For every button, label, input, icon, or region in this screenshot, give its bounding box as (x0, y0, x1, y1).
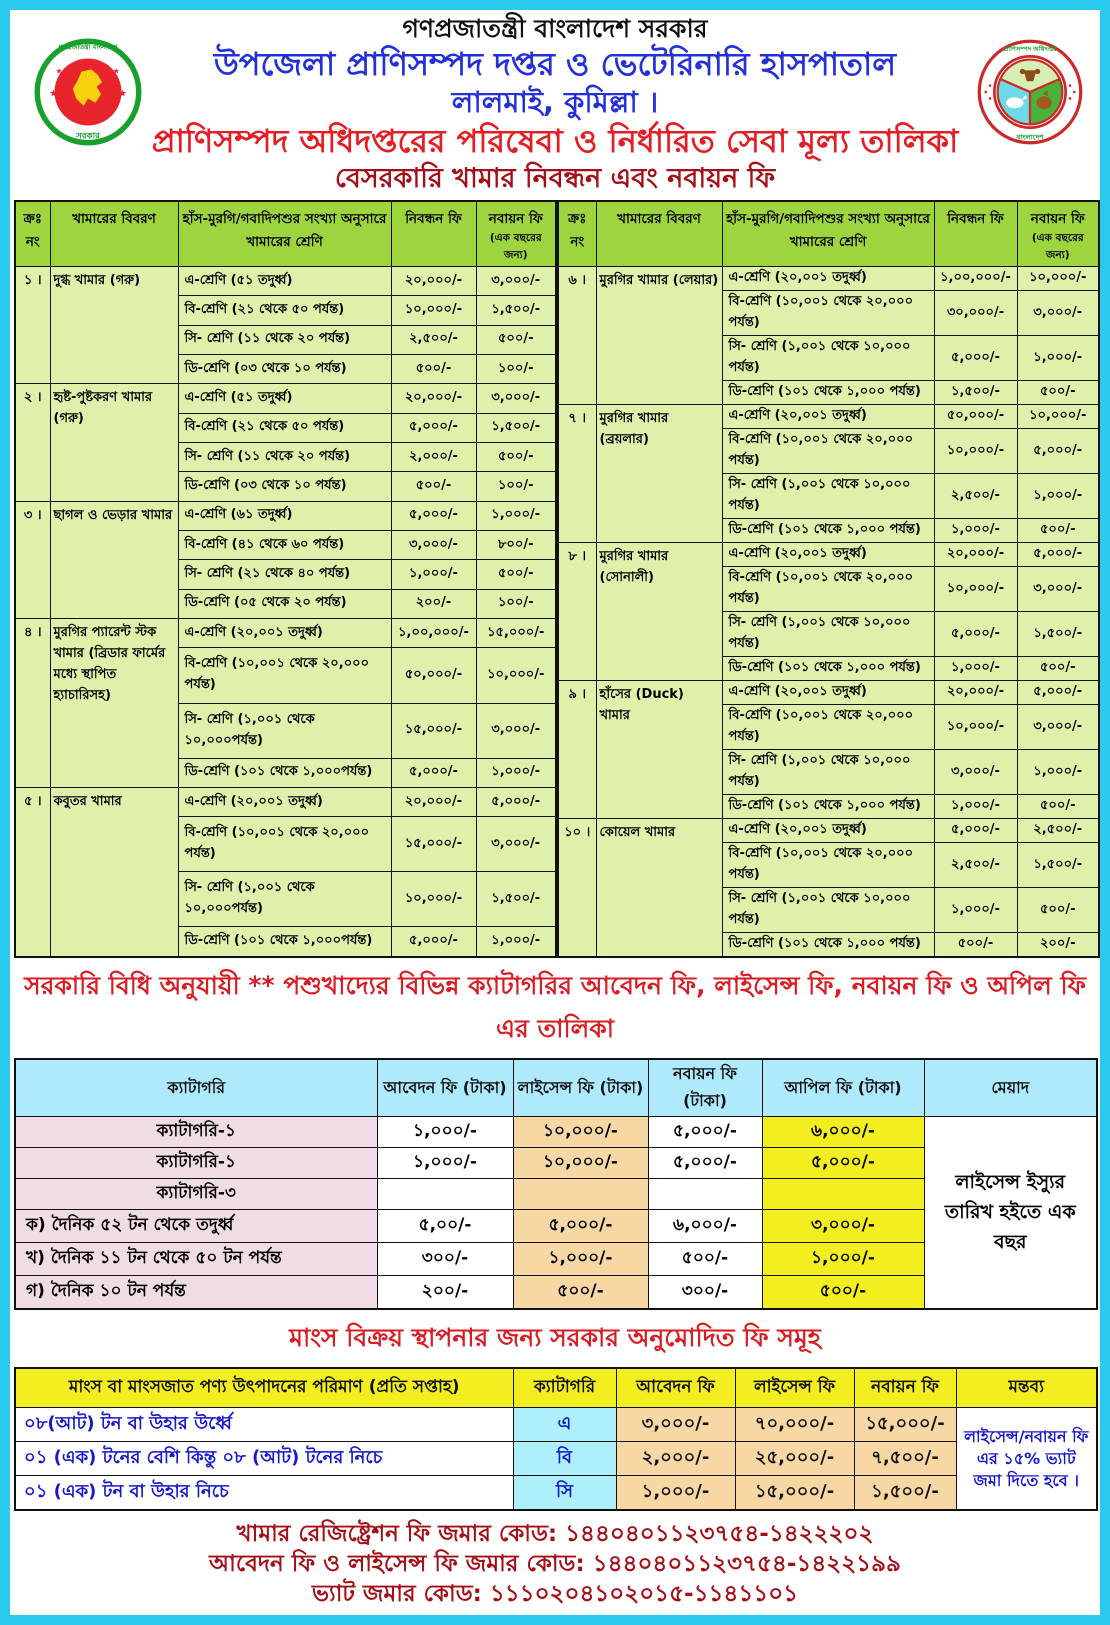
renewal-fee-value: ১,৫০০/- (476, 296, 556, 325)
col-serial: ক্রঃ নং (558, 201, 596, 267)
registration-fee-value: ২০০/- (391, 589, 476, 618)
farm-class-label: বি-শ্রেণি (২১ থেকে ৫০ পর্যন্ত) (178, 413, 391, 442)
feed-fee-section-title: সরকারি বিধি অনুযায়ী ** পশুখাদ্যের বিভিন্ন ক্যাটাগরির আবেদন ফি, লাইসেন্স ফি, নবায়ন ফি ও অপিল ফি এর তালিকা (24, 971, 1086, 1043)
registration-fee-value: ১০,০০০/- (391, 872, 476, 927)
farm-class-label: এ-শ্রেণি (২০,০০১ তদুর্ধ্ব) (722, 405, 934, 429)
col-category: ক্যাটাগরি (513, 1368, 616, 1408)
registration-fee-value: ২০,০০০/- (391, 384, 476, 413)
registration-fee-value: ১০,০০০/- (934, 567, 1017, 612)
application-fee-value: ৩,০০০/- (616, 1408, 735, 1442)
renewal-fee-value: ৩,০০০/- (1017, 567, 1099, 612)
renewal-fee-label: নবায়ন ফি (488, 211, 543, 227)
registration-fee-value: ১০,০০০/- (391, 296, 476, 325)
farm-registration-subtitle: বেসরকারি খামার নিবন্ধন এবং নবায়ন ফি (334, 163, 776, 194)
registration-fee-value: ২,৫০০/- (934, 843, 1017, 888)
renewal-fee-value: ৫,০০০/- (648, 1148, 762, 1179)
farm-name: হাঁসের (Duck) খামার (596, 681, 722, 819)
feed-category-label: ক) দৈনিক ৫২ টন থেকে তদুর্ধ্ব (15, 1210, 377, 1243)
registration-fee-value: ১,০০০/- (934, 519, 1017, 543)
application-fee-value: ১,০০০/- (377, 1117, 513, 1148)
farm-class-label: বি-শ্রেণি (১০,০০১ থেকে ২০,০০০ পর্যন্ত) (722, 567, 934, 612)
meat-category-value: এ (513, 1408, 616, 1442)
feed-category-label: গ) দৈনিক ১০ টন পর্যন্ত (15, 1276, 377, 1309)
farm-class-label: সি- শ্রেণি (১,০০১ থেকে ১০,০০০পর্যন্ত) (178, 872, 391, 927)
feed-category-label: ক্যাটাগরি-১ (15, 1148, 377, 1179)
appeal-fee-value: ১,০০০/- (762, 1243, 924, 1276)
farm-class-label: বি-শ্রেণি (৪১ থেকে ৬০ পর্যন্ত) (178, 531, 391, 560)
license-fee-value: ১৫,০০০/- (735, 1476, 854, 1511)
renewal-fee-value: ৩,০০০/- (1017, 705, 1099, 750)
farm-row (558, 681, 1099, 705)
appeal-fee-value (762, 1179, 924, 1210)
renewal-fee-value: ১০০/- (476, 355, 556, 384)
registration-fee-value: ২,৫০০/- (934, 474, 1017, 519)
farm-class-label: সি- শ্রেণি (১,০০১ থেকে ১০,০০০ পর্যন্ত) (722, 474, 934, 519)
registration-fee-value: ৫,০০০/- (934, 336, 1017, 381)
farm-class-label: ডি-শ্রেণি (১০১ থেকে ১,০০০ পর্যন্ত) (722, 519, 934, 543)
farm-class-label: এ-শ্রেণি (৬১ তদুর্ধ্ব) (178, 501, 391, 530)
farm-class-label: এ-শ্রেণি (২০,০০১ তদুর্ধ্ব) (178, 787, 391, 816)
appeal-fee-value: ৫,০০০/- (762, 1148, 924, 1179)
col-validity: মেয়াদ (924, 1059, 1097, 1117)
farm-name: হৃষ্ট-পুষ্টকরণ খামার (গরু) (50, 384, 178, 501)
svg-text:গণপ্রজাতন্ত্রী বাংলাদেশ: গণপ্রজাতন্ত্রী বাংলাদেশ (58, 42, 118, 51)
feed-category-label: ক্যাটাগরি-১ (15, 1117, 377, 1148)
farm-class-label: এ-শ্রেণি (২০,০০১ তদুর্ধ্ব) (722, 819, 934, 843)
feed-category-label: খ) দৈনিক ১১ টন থেকে ৫০ টন পর্যন্ত (15, 1243, 377, 1276)
license-fee-value: ১০,০০০/- (513, 1117, 648, 1148)
registration-fee-value: ১,০০০/- (934, 657, 1017, 681)
farm-serial-number: ৩ । (15, 501, 50, 618)
farm-row (558, 543, 1099, 567)
farm-class-label: সি- শ্রেণি (১,০০১ থেকে ১০,০০০পর্যন্ত) (178, 703, 391, 758)
license-fee-value: ৫০০/- (513, 1276, 648, 1309)
registration-fee-value: ২০,০০০/- (391, 267, 476, 296)
farm-name: কোয়েল খামার (596, 819, 722, 958)
registration-fee-value: ৫০০/- (934, 933, 1017, 958)
registration-fee-value: ২০,০০০/- (934, 681, 1017, 705)
registration-fee-value: ১০,০০০/- (934, 429, 1017, 474)
farm-row (558, 405, 1099, 429)
renewal-fee-value: ৫০০/- (648, 1243, 762, 1276)
production-quantity-label: ০৮(আট) টন বা উহার উর্ধ্বে (15, 1408, 513, 1442)
renewal-fee-value: ৫০০/- (1017, 795, 1099, 819)
farm-class-label: ডি-শ্রেণি (০৩ থেকে ১০ পর্যন্ত) (178, 472, 391, 501)
application-license-code-line: আবেদন ফি ও লাইসেন্স ফি জমার কোড: ১৪৪০৪০১১২৩৭৫৪-১৪২২১৯৯ (209, 1551, 901, 1577)
renewal-fee-value: ২০০/- (1017, 933, 1099, 958)
renewal-fee-value: ৩,০০০/- (476, 384, 556, 413)
farm-class-label: সি- শ্রেণি (১,০০১ থেকে ১০,০০০ পর্যন্ত) (722, 612, 934, 657)
government-title: গণপ্রজাতন্ত্রী বাংলাদেশ সরকার (402, 14, 708, 43)
farm-class-label: বি-শ্রেণি (১০,০০১ থেকে ২০,০০০ পর্যন্ত) (722, 843, 934, 888)
farm-registration-code-line: খামার রেজিষ্ট্রেশন ফি জমার কোড: ১৪৪০৪০১১২৩৭৫৪-১৪২২২০২ (236, 1521, 874, 1547)
renewal-fee-value: ১৫,০০০/- (854, 1408, 956, 1442)
renewal-fee-value: ১০,০০০/- (1017, 267, 1099, 291)
farm-row (558, 819, 1099, 843)
farm-serial-number: ৭ । (558, 405, 596, 543)
farm-serial-number: ১০ । (558, 819, 596, 958)
renewal-fee-value: ১০,০০০/- (476, 648, 556, 703)
renewal-fee-value: ১৫,০০০/- (476, 619, 556, 648)
feed-fee-table (14, 1058, 1098, 1310)
farm-row (15, 501, 556, 530)
renewal-fee-value: ৭,৫০০/- (854, 1442, 956, 1476)
renewal-fee-value: ১০০/- (476, 589, 556, 618)
renewal-fee-value: ৩,০০০/- (476, 817, 556, 872)
svg-text:প্রাণিসম্পদ অধিদপ্তর: প্রাণিসম্পদ অধিদপ্তর (1003, 44, 1057, 53)
renewal-fee-value: ১,০০০/- (476, 758, 556, 787)
registration-fee-value: ২,০০০/- (391, 443, 476, 472)
renewal-fee-value: ৩,০০০/- (476, 267, 556, 296)
col-farm-description: খামারের বিবরণ (50, 201, 178, 267)
farm-name: মুরগির খামার (লেয়ার) (596, 267, 722, 405)
meat-table-header-row (15, 1368, 1097, 1408)
col-production-quantity: মাংস বা মাংসজাত পণ্য উৎপাদনের পরিমাণ (প্রতি সপ্তাহ) (15, 1368, 513, 1408)
renewal-fee-value: ১,৫০০/- (1017, 843, 1099, 888)
registration-fee-value: ৫,০০০/- (934, 819, 1017, 843)
registration-fee-value: ১,০০০/- (391, 560, 476, 589)
renewal-fee-value: ৫,০০০/- (476, 787, 556, 816)
production-quantity-label: ০১ (এক) টন বা উহার নিচে (15, 1476, 513, 1511)
renewal-fee-value: ৫০০/- (476, 325, 556, 354)
farm-class-label: সি- শ্রেণি (১,০০১ থেকে ১০,০০০ পর্যন্ত) (722, 888, 934, 933)
svg-text:★: ★ (112, 66, 120, 76)
farm-serial-number: ৪ । (15, 619, 50, 788)
col-farm-class: হাঁস-মুরগি/গবাদিপশুর সংখ্যা অনুসারে খামারের শ্রেণি (178, 201, 391, 267)
svg-text:★: ★ (49, 88, 58, 100)
farm-name: ছাগল ও ভেড়ার খামার (50, 501, 178, 618)
meat-fee-section-title: মাংস বিক্রয় স্থাপনার জন্য সরকার অনুমোদিত ফি সমূহ (289, 1322, 821, 1352)
license-fee-value: ১,০০০/- (513, 1243, 648, 1276)
farm-row (558, 267, 1099, 291)
farm-serial-number: ৫ । (15, 787, 50, 957)
registration-fee-value: ৫০০/- (391, 472, 476, 501)
farm-serial-number: ৯ । (558, 681, 596, 819)
meat-category-value: বি (513, 1442, 616, 1476)
renewal-fee-value: ১,০০০/- (476, 501, 556, 530)
application-fee-value: ৫,০০/- (377, 1210, 513, 1243)
office-location: লালমাই, কুমিল্লা । (451, 85, 659, 119)
renewal-fee-value: ৩,০০০/- (476, 703, 556, 758)
registration-fee-value: ৫,০০০/- (391, 501, 476, 530)
renewal-fee-value: ৬,০০০/- (648, 1210, 762, 1243)
renewal-fee-value: ৫,০০০/- (1017, 681, 1099, 705)
renewal-fee-value: ১,৫০০/- (476, 872, 556, 927)
license-fee-value: ৭০,০০০/- (735, 1408, 854, 1442)
farm-fee-tables (14, 200, 1096, 958)
registration-fee-value: ৫০০/- (391, 355, 476, 384)
registration-fee-value: ১০,০০০/- (934, 705, 1017, 750)
application-fee-value (377, 1179, 513, 1210)
col-remark: মন্তব্য (956, 1368, 1097, 1408)
col-license-fee: লাইসেন্স ফি (টাকা) (513, 1059, 648, 1117)
renewal-fee-value: ৫০০/- (1017, 519, 1099, 543)
feed-category-label: ক্যাটাগরি-৩ (15, 1179, 377, 1210)
application-fee-value: ১,০০০/- (377, 1148, 513, 1179)
col-application-fee: আবেদন ফি (616, 1368, 735, 1408)
renewal-fee-value: ১০০/- (476, 472, 556, 501)
farm-name: দুগ্ধ খামার (গরু) (50, 267, 178, 384)
license-fee-value (513, 1179, 648, 1210)
farm-row (15, 787, 556, 816)
production-quantity-label: ০১ (এক) টনের বেশি কিন্তু ০৮ (আট) টনের নিচে (15, 1442, 513, 1476)
registration-fee-value: ৩,০০০/- (934, 750, 1017, 795)
meat-row (15, 1408, 1097, 1442)
license-fee-value: ২৫,০০০/- (735, 1442, 854, 1476)
renewal-fee-value: ১,০০০/- (476, 927, 556, 957)
farm-class-label: এ-শ্রেণি (২০,০০১ তদুর্ধ্ব) (178, 619, 391, 648)
vat-code-line: ভ্যাট জমার কোড: ১১১০২০৪১০২০১৫-১১৪১১০১ (311, 1581, 799, 1607)
registration-fee-value: ১,০০০/- (934, 888, 1017, 933)
farm-class-label: সি- শ্রেণি (১১ থেকে ২০ পর্যন্ত) (178, 443, 391, 472)
col-renewal-fee: নবায়ন ফি (854, 1368, 956, 1408)
farm-class-label: সি- শ্রেণি (১,০০১ থেকে ১০,০০০ পর্যন্ত) (722, 750, 934, 795)
renewal-fee-value: ৫০০/- (1017, 888, 1099, 933)
registration-fee-value: ৫০,০০০/- (934, 405, 1017, 429)
registration-fee-value: ৫,০০০/- (391, 413, 476, 442)
farm-class-label: বি-শ্রেণি (১০,০০১ থেকে ২০,০০০ পর্যন্ত) (722, 291, 934, 336)
renewal-fee-value: ২,৫০০/- (1017, 819, 1099, 843)
col-appeal-fee: আপিল ফি (টাকা) (762, 1059, 924, 1117)
farm-class-label: ডি-শ্রেণি (১০১ থেকে ১,০০০পর্যন্ত) (178, 927, 391, 957)
government-seal-icon (34, 38, 142, 146)
feed-table-header-row (15, 1059, 1097, 1117)
farm-class-label: ডি-শ্রেণি (১০১ থেকে ১,০০০ পর্যন্ত) (722, 381, 934, 405)
renewal-fee-value: ১,৫০০/- (1017, 612, 1099, 657)
renewal-fee-sublabel: (এক বছরের জন্য) (489, 232, 542, 261)
farm-fee-table-left (14, 200, 557, 958)
registration-fee-value: ৫,০০০/- (391, 758, 476, 787)
registration-fee-value: ২০,০০০/- (934, 543, 1017, 567)
farm-name: মুরগির প্যারেন্ট স্টক খামার (ব্রিডার ফার্মের মধ্যে স্থাপিত হ্যাচারিসহ) (50, 619, 178, 788)
application-fee-value: ২০০/- (377, 1276, 513, 1309)
renewal-fee-value: ১,০০০/- (1017, 336, 1099, 381)
col-renewal-fee (1017, 201, 1099, 267)
farm-class-label: ডি-শ্রেণি (১০১ থেকে ১,০০০ পর্যন্ত) (722, 795, 934, 819)
payment-codes (14, 1519, 1096, 1609)
farm-class-label: এ-শ্রেণি (২০,০০১ তদুর্ধ্ব) (722, 267, 934, 291)
farm-class-label: এ-শ্রেণি (৫১ তদুর্ধ্ব) (178, 267, 391, 296)
col-renewal-fee: নবায়ন ফি (টাকা) (648, 1059, 762, 1117)
meat-category-value: সি (513, 1476, 616, 1511)
svg-text:বাংলাদেশ: বাংলাদেশ (1016, 132, 1044, 142)
farm-class-label: বি-শ্রেণি (১০,০০১ থেকে ২০,০০০ পর্যন্ত) (178, 817, 391, 872)
col-registration-fee: নিবন্ধন ফি (391, 201, 476, 267)
col-farm-description: খামারের বিবরণ (596, 201, 722, 267)
farm-class-label: বি-শ্রেণি (২১ থেকে ৫০ পর্যন্ত) (178, 296, 391, 325)
validity-note: লাইসেন্স ইস্যুর তারিখ হইতে এক বছর (924, 1117, 1097, 1309)
livestock-department-logo (976, 38, 1084, 146)
registration-fee-value: ১৫,০০০/- (391, 703, 476, 758)
farm-class-label: বি-শ্রেণি (১০,০০১ থেকে ২০,০০০ পর্যন্ত) (722, 705, 934, 750)
farm-name: মুরগির খামার (ব্রয়লার) (596, 405, 722, 543)
renewal-fee-value: ৫০০/- (476, 560, 556, 589)
farm-serial-number: ২ । (15, 384, 50, 501)
farm-class-label: ডি-শ্রেণি (০৩ থেকে ১০ পর্যন্ত) (178, 355, 391, 384)
registration-fee-value: ২,৫০০/- (391, 325, 476, 354)
col-application-fee: আবেদন ফি (টাকা) (377, 1059, 513, 1117)
farm-class-label: বি-শ্রেণি (১০,০০১ থেকে ২০,০০০ পর্যন্ত) (722, 429, 934, 474)
farm-serial-number: ৮ । (558, 543, 596, 681)
renewal-fee-value: ১,৫০০/- (854, 1476, 956, 1511)
registration-fee-value: ১,০০,০০০/- (934, 267, 1017, 291)
application-fee-value: ২,০০০/- (616, 1442, 735, 1476)
renewal-fee-value: ৫০০/- (1017, 381, 1099, 405)
header (14, 12, 1096, 196)
farm-class-label: এ-শ্রেণি (৫১ তদুর্ধ্ব) (178, 384, 391, 413)
renewal-fee-value (648, 1179, 762, 1210)
meat-fee-table (14, 1367, 1098, 1512)
registration-fee-value: ৫,০০০/- (391, 927, 476, 957)
farm-class-label: সি- শ্রেণি (২১ থেকে ৪০ পর্যন্ত) (178, 560, 391, 589)
registration-fee-value: ৩,০০০/- (391, 531, 476, 560)
renewal-fee-value: ১,০০০/- (1017, 750, 1099, 795)
registration-fee-value: ৫০,০০০/- (391, 648, 476, 703)
registration-fee-value: ২০,০০০/- (391, 787, 476, 816)
renewal-fee-value: ৫,০০০/- (648, 1117, 762, 1148)
farm-serial-number: ১ । (15, 267, 50, 384)
license-fee-value: ৫,০০০/- (513, 1210, 648, 1243)
registration-fee-value: ১৫,০০০/- (391, 817, 476, 872)
farm-row (15, 384, 556, 413)
renewal-fee-value: ৩,০০০/- (1017, 291, 1099, 336)
renewal-fee-value: ৫০০/- (1017, 657, 1099, 681)
farm-row (15, 267, 556, 296)
meat-row (15, 1476, 1097, 1511)
service-price-list-title: প্রাণিসম্পদ অধিদপ্তরের পরিষেবা ও নির্ধারিত সেবা মূল্য তালিকা (151, 122, 959, 160)
farm-table-header-row (558, 201, 1099, 267)
farm-class-label: সি- শ্রেণি (১১ থেকে ২০ পর্যন্ত) (178, 325, 391, 354)
farm-class-label: সি- শ্রেণি (১,০০১ থেকে ১০,০০০ পর্যন্ত) (722, 336, 934, 381)
farm-name: মুরগির খামার (সোনালী) (596, 543, 722, 681)
renewal-fee-value: ৩০০/- (648, 1276, 762, 1309)
renewal-fee-label: নবায়ন ফি (1030, 211, 1085, 227)
farm-row (15, 619, 556, 648)
feed-row (15, 1117, 1097, 1148)
registration-fee-value: ৩০,০০০/- (934, 291, 1017, 336)
appeal-fee-value: ৫০০/- (762, 1276, 924, 1309)
farm-class-label: এ-শ্রেণি (২০,০০১ তদুর্ধ্ব) (722, 681, 934, 705)
appeal-fee-value: ৬,০০০/- (762, 1117, 924, 1148)
farm-serial-number: ৬ । (558, 267, 596, 405)
farm-table-header-row (15, 201, 556, 267)
registration-fee-value: ১,০০০/- (934, 795, 1017, 819)
col-license-fee: লাইসেন্স ফি (735, 1368, 854, 1408)
col-category: ক্যাটাগরি (15, 1059, 377, 1117)
office-title: উপজেলা প্রাণিসম্পদ দপ্তর ও ভেটেরিনারি হাসপাতাল (213, 45, 897, 83)
renewal-fee-value: ১,০০০/- (1017, 474, 1099, 519)
appeal-fee-value: ৩,০০০/- (762, 1210, 924, 1243)
government-seal-logo (34, 38, 142, 146)
renewal-fee-value: ৫,০০০/- (1017, 543, 1099, 567)
svg-text:সরকার: সরকার (76, 131, 100, 142)
col-registration-fee: নিবন্ধন ফি (934, 201, 1017, 267)
farm-class-label: এ-শ্রেণি (২০,০০১ তদুর্ধ্ব) (722, 543, 934, 567)
farm-class-label: ডি-শ্রেণি (১০১ থেকে ১,০০০ পর্যন্ত) (722, 933, 934, 958)
meat-row (15, 1442, 1097, 1476)
registration-fee-value: ১,০০,০০০/- (391, 619, 476, 648)
farm-fee-table-right (557, 200, 1100, 958)
col-serial: ক্রঃ নং (15, 201, 50, 267)
application-fee-value: ৩০০/- (377, 1243, 513, 1276)
license-fee-value: ১০,০০০/- (513, 1148, 648, 1179)
renewal-fee-value: ১০,০০০/- (1017, 405, 1099, 429)
farm-name: কবুতর খামার (50, 787, 178, 957)
renewal-fee-value: ১,৫০০/- (476, 413, 556, 442)
svg-text:★: ★ (118, 88, 127, 100)
farm-class-label: ডি-শ্রেণি (০৫ থেকে ২০ পর্যন্ত) (178, 589, 391, 618)
vat-remark-note: লাইসেন্স/নবায়ন ফি এর ১৫% ভ্যাট জমা দিতে হবে । (956, 1408, 1097, 1511)
application-fee-value: ১,০০০/- (616, 1476, 735, 1511)
registration-fee-value: ৫,০০০/- (934, 612, 1017, 657)
farm-class-label: ডি-শ্রেণি (১০১ থেকে ১,০০০ পর্যন্ত) (722, 657, 934, 681)
renewal-fee-value: ৫০০/- (476, 443, 556, 472)
registration-fee-value: ১,৫০০/- (934, 381, 1017, 405)
renewal-fee-value: ৫,০০০/- (1017, 429, 1099, 474)
farm-class-label: বি-শ্রেণি (১০,০০১ থেকে ২০,০০০ পর্যন্ত) (178, 648, 391, 703)
col-farm-class: হাঁস-মুরগি/গবাদিপশুর সংখ্যা অনুসারে খামারের শ্রেণি (722, 201, 934, 267)
livestock-department-icon (976, 38, 1084, 146)
svg-text:★: ★ (55, 66, 63, 76)
farm-class-label: ডি-শ্রেণি (১০১ থেকে ১,০০০পর্যন্ত) (178, 758, 391, 787)
renewal-fee-value: ৮০০/- (476, 531, 556, 560)
renewal-fee-sublabel: (এক বছরের জন্য) (1031, 232, 1084, 261)
col-renewal-fee (476, 201, 556, 267)
